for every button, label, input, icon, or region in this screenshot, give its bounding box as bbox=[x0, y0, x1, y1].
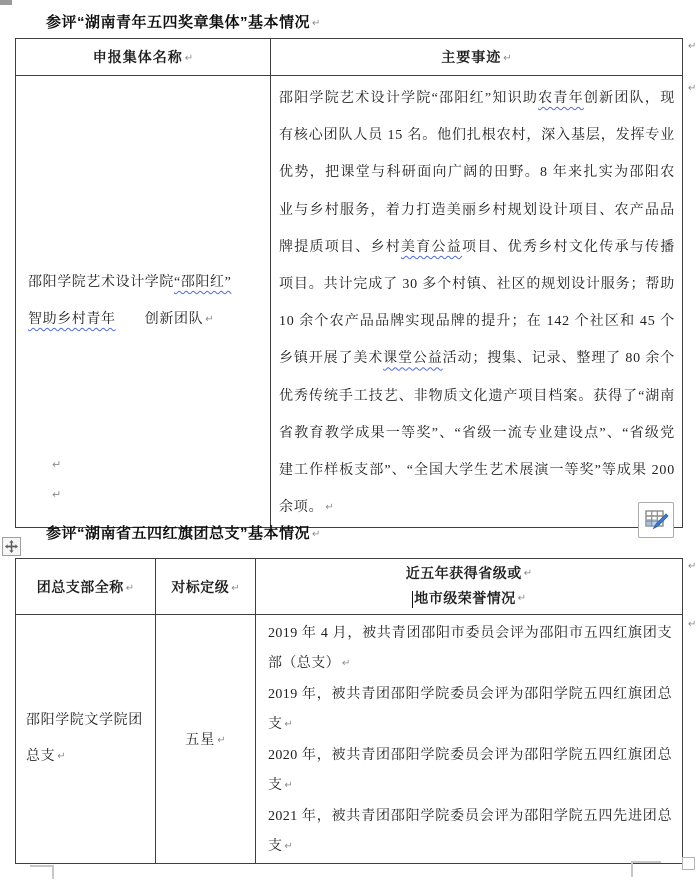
header-cell-rating[interactable] bbox=[156, 559, 256, 615]
honor-text: 2020 年，被共青团邵阳学院委员会评为邵阳学院五四红旗团总支 bbox=[268, 748, 672, 793]
paragraph-mark: ↵ bbox=[312, 18, 321, 29]
header-cell-main-deeds[interactable] bbox=[271, 39, 683, 76]
header-cell-collective-name[interactable] bbox=[16, 39, 271, 76]
end-of-row-mark: ↵ bbox=[688, 561, 697, 572]
table-brush-icon bbox=[643, 507, 669, 533]
honors-cell[interactable] bbox=[256, 615, 683, 864]
paragraph-mark: ↵ bbox=[57, 750, 66, 762]
text-run: 创新团队，现有核心团队人员 15 名。他们扎根农村，深入基层，发挥专业优势，把课堂与科研面向广阔的田野。8 年来扎实为邵阳农业与乡村服务，着力打造美丽乡村规划设计项目、农产品品牌提质项目、乡村 bbox=[279, 91, 675, 255]
collective-name-line1 bbox=[28, 275, 231, 290]
text-cursor bbox=[412, 591, 414, 608]
paragraph-mark: ↵ bbox=[325, 502, 334, 514]
branch-name-cell[interactable] bbox=[16, 615, 156, 864]
paragraph-mark: ↵ bbox=[205, 314, 214, 326]
main-deeds-paragraph[interactable] bbox=[279, 80, 675, 527]
header-label: 主要事迹 bbox=[441, 51, 502, 66]
header-label: 地市级荣誉情况 bbox=[414, 591, 516, 607]
header-label: 对标定级 bbox=[171, 580, 230, 596]
table-style-brush-button[interactable] bbox=[638, 502, 674, 538]
paragraph-mark: ↵ bbox=[503, 53, 512, 64]
honor-paragraph[interactable] bbox=[268, 802, 672, 863]
header-cell-branch-name[interactable] bbox=[16, 559, 156, 615]
paragraph-mark: ↵ bbox=[284, 719, 293, 730]
table-move-handle[interactable] bbox=[2, 537, 21, 556]
empty-paragraph-mark[interactable]: ↵ bbox=[52, 488, 62, 501]
main-deeds-text bbox=[279, 91, 675, 515]
table-header-row bbox=[16, 559, 683, 615]
section1-title bbox=[46, 11, 320, 32]
section1-title-text: 参评“湖南青年五四奖章集体”基本情况 bbox=[46, 14, 311, 31]
league-branch-table bbox=[15, 558, 683, 864]
table-row bbox=[16, 615, 683, 864]
text-boundary-corner-mark bbox=[30, 865, 54, 879]
honor-paragraph[interactable] bbox=[268, 680, 672, 741]
paragraph-mark: ↵ bbox=[284, 841, 293, 852]
text-run: 活动；搜集、记录、整理了 80 余个优秀传统手工技艺、非物质文化遗产项目档案。获得了“湖南省教育教学成果一等奖”、“省级一流专业建设点”、“省级党建工作样板支部”、“全国大学生艺术展演一等奖”等成果 200 余项。 bbox=[279, 351, 676, 516]
honors-header-line1 bbox=[256, 562, 682, 587]
end-of-row-mark: ↵ bbox=[688, 619, 697, 630]
paragraph-mark: ↵ bbox=[523, 567, 533, 579]
rating-text: 五星 bbox=[185, 733, 216, 748]
header-label: 团总支部全称 bbox=[36, 580, 124, 596]
honors-list bbox=[268, 619, 672, 863]
spellcheck-flagged-text: 课堂公益 bbox=[383, 351, 443, 367]
table-row bbox=[16, 76, 683, 528]
honor-paragraph[interactable] bbox=[268, 741, 672, 802]
text-run: 邵阳学院艺术设计学院“邵阳红”知识助 bbox=[279, 91, 539, 106]
window-edge-artifact bbox=[0, 0, 12, 5]
text-run: 邵阳学院艺术设计学院 bbox=[28, 275, 174, 291]
header-label: 申报集体名称 bbox=[92, 51, 183, 66]
honor-text: 2019 年 4 月，被共青团邵阳市委员会评为邵阳市五四红旗团支部（总支） bbox=[268, 626, 672, 671]
paragraph-mark: ↵ bbox=[231, 582, 240, 594]
end-of-row-mark: ↵ bbox=[688, 41, 697, 52]
main-deeds-cell[interactable] bbox=[271, 76, 683, 528]
paragraph-mark: ↵ bbox=[125, 582, 135, 594]
table-header-row bbox=[16, 39, 683, 76]
text-run: 创新团队 bbox=[115, 312, 204, 328]
award-collective-table bbox=[15, 38, 683, 528]
table-resize-handle[interactable] bbox=[682, 857, 695, 870]
text-boundary-corner-mark bbox=[631, 861, 661, 877]
paragraph-mark: ↵ bbox=[217, 735, 226, 746]
paragraph-mark: ↵ bbox=[517, 592, 527, 604]
text-run: 项目、优秀乡村文化传承与传播项目。共计完成了 30 多个村镇、社区的规划设计服务；帮助 10 余个农产品品牌实现品牌的提升；在 142 个社区和 45 个乡镇开展了美术 bbox=[279, 239, 676, 367]
paragraph-mark: ↵ bbox=[284, 780, 293, 791]
honor-text: 2021 年，被共青团邵阳学院委员会评为邵阳学院五四先进团总支 bbox=[268, 809, 672, 854]
header-label: 近五年获得省级或 bbox=[405, 566, 522, 582]
spellcheck-flagged-text: 农青年 bbox=[538, 91, 584, 106]
paragraph-mark: ↵ bbox=[342, 658, 351, 669]
spellcheck-flagged-text: “邵阳红” bbox=[174, 275, 232, 291]
end-of-row-mark: ↵ bbox=[688, 83, 697, 94]
branch-name-text: 邵阳学院文学院团总支 bbox=[26, 712, 143, 764]
spellcheck-flagged-text: 美育公益 bbox=[400, 239, 462, 255]
empty-paragraph-mark[interactable]: ↵ bbox=[52, 458, 62, 471]
section2-title-text: 参评“湖南省五四红旗团总支”基本情况 bbox=[46, 525, 311, 542]
spellcheck-flagged-text: 智助乡村青年 bbox=[28, 312, 116, 328]
paragraph-mark: ↵ bbox=[312, 529, 321, 540]
section2-title bbox=[46, 522, 320, 543]
collective-name-line2 bbox=[28, 312, 203, 327]
honor-paragraph[interactable] bbox=[268, 619, 672, 680]
rating-cell[interactable] bbox=[156, 615, 256, 864]
move-cross-icon bbox=[5, 540, 18, 553]
honors-header-line2 bbox=[256, 587, 682, 612]
honor-text: 2019 年，被共青团邵阳学院委员会评为邵阳学院五四红旗团总支 bbox=[268, 687, 672, 732]
paragraph-mark: ↵ bbox=[184, 53, 194, 64]
header-cell-honors[interactable] bbox=[256, 559, 683, 615]
